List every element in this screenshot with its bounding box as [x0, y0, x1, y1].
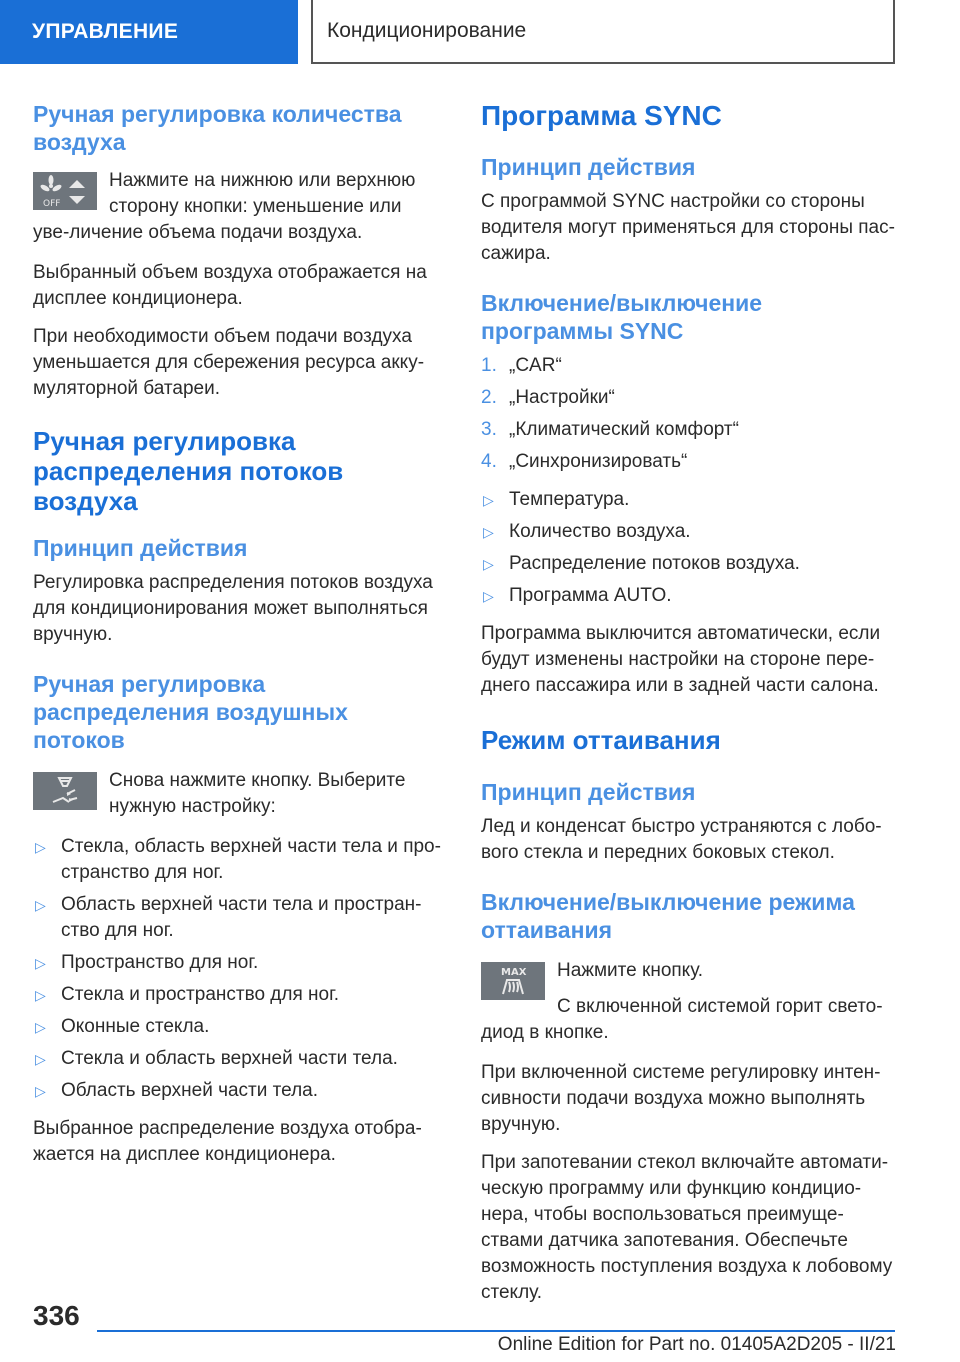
- heading-sync-onoff: Включение/выключение программы SYNC: [481, 290, 763, 344]
- list-item: ▷ Пространство для ног.: [33, 950, 441, 976]
- list-item: ▷ Стекла и пространство для ног.: [33, 982, 441, 1008]
- left-column: [33, 100, 441, 1180]
- list-item: ▷ Стекла и область верхней части тела.: [33, 1046, 441, 1072]
- heading-manual-flows: Ручная регулировка распределения воздушных потоков: [33, 671, 348, 753]
- list-item: ▷ Распределение потоков воздуха.: [481, 551, 897, 577]
- list-item: 4. „Синхронизировать“: [481, 451, 688, 472]
- triangle-bullet-icon: ▷: [483, 556, 494, 572]
- max-defrost-icon: [481, 962, 545, 1000]
- air-quantity-text: Нажмите на нижнюю или верхнюю сторону кнопки: уменьшение или уве-личение объема подачи воздуха.: [33, 170, 416, 243]
- chapter-title: Кондиционирование: [311, 0, 895, 64]
- list-item: ▷ Стекла, область верхней части тела и про-странство для ног.: [35, 836, 441, 883]
- heading-defrost-onoff: Включение/выключение режима оттаивания: [481, 889, 855, 943]
- list-item: ▷ Температура.: [481, 487, 897, 513]
- triangle-bullet-icon: ▷: [35, 987, 46, 1003]
- footer-edition: Online Edition for Part no. 01405A2D205 - II/21: [497, 1334, 896, 1355]
- heading-defrost: Режим оттаивания: [481, 725, 721, 755]
- heading-principle-sync: Принцип действия: [481, 154, 696, 180]
- defrost-led-text: С включенной системой горит свето-диод в кнопке.: [481, 996, 883, 1043]
- defrost-block: [481, 958, 897, 1046]
- list-item: ▷ Область верхней части тела и простран-ство для ног.: [35, 894, 422, 941]
- list-item: 1. „CAR“: [481, 355, 562, 376]
- list-item: ▷ Количество воздуха.: [481, 519, 897, 545]
- defrost-paragraph-2: При включенной системе регулировку интен-сивности подачи воздуха можно выполнять вручную.: [481, 1062, 881, 1135]
- heading-sync: Программа SYNC: [481, 100, 722, 131]
- heading-principle-defrost: Принцип действия: [481, 779, 696, 805]
- air-distribution-icon: [33, 772, 97, 810]
- defrost-press-text: Нажмите кнопку.: [557, 960, 704, 981]
- footer-divider: [97, 1330, 895, 1332]
- flows-list: [33, 834, 441, 1104]
- right-column: [481, 100, 897, 1318]
- triangle-bullet-icon: ▷: [483, 492, 494, 508]
- list-item: 3. „Климатический комфорт“: [481, 419, 739, 440]
- defrost-text: Лед и конденсат быстро устраняются с лобо-вого стекла и передних боковых стекол.: [481, 816, 882, 863]
- max-label: MAX: [501, 967, 527, 978]
- triangle-bullet-icon: ▷: [35, 1051, 46, 1067]
- air-quantity-paragraph-3: При необходимости объем подачи воздуха уменьшается для сбережения ресурса акку-муляторной батареи.: [33, 326, 425, 399]
- flows-block: [33, 768, 441, 820]
- heading-air-quantity: Ручная регулировка количества воздуха: [33, 101, 402, 155]
- flows-text: Снова нажмите кнопку. Выберите нужную настройку:: [109, 770, 406, 817]
- air-quantity-paragraph-2: Выбранный объем воздуха отображается на дисплее кондиционера.: [33, 262, 427, 309]
- sync-steps: [481, 353, 897, 475]
- triangle-bullet-icon: ▷: [35, 897, 46, 913]
- flows-after-text: Выбранное распределение воздуха отобра-жается на дисплее кондиционера.: [33, 1118, 422, 1165]
- heading-principle-left: Принцип действия: [33, 535, 248, 561]
- heading-distribution: Ручная регулировка распределения потоков воздуха: [33, 426, 344, 516]
- air-quantity-block: [33, 168, 441, 246]
- sync-after-text: Программа выключится автоматически, если будут изменены настройки на стороне пере-днего пассажира или в задней части салона.: [481, 623, 881, 696]
- list-item: ▷ Оконные стекла.: [33, 1014, 441, 1040]
- triangle-bullet-icon: ▷: [35, 955, 46, 971]
- page-number: 336: [33, 1300, 80, 1331]
- principle-text-left: Регулировка распределения потоков воздуха для кондиционирования может выполняться вручную.: [33, 572, 433, 645]
- triangle-bullet-icon: ▷: [35, 1083, 46, 1099]
- fan-off-icon: [33, 172, 97, 210]
- triangle-bullet-icon: ▷: [483, 524, 494, 540]
- triangle-bullet-icon: ▷: [35, 839, 46, 855]
- section-tab: УПРАВЛЕНИЕ: [0, 0, 298, 64]
- triangle-bullet-icon: ▷: [483, 588, 494, 604]
- sync-text: С программой SYNC настройки со стороны водителя могут применяться для стороны пас-сажира.: [481, 191, 895, 264]
- svg-text:OFF: OFF: [43, 199, 61, 209]
- list-item: ▷ Область верхней части тела.: [33, 1078, 441, 1104]
- sync-bullets: [481, 487, 897, 609]
- list-item: ▷ Программа AUTO.: [481, 583, 897, 609]
- triangle-bullet-icon: ▷: [35, 1019, 46, 1035]
- defrost-paragraph-3: При запотевании стекол включайте автомати-ческую программу или функцию кондицио-нера, чтобы воспользоваться преимуще-ствами датчика запотевания. Обеспечьте возможность поступления воздуха к лобовому стеклу.: [481, 1152, 893, 1303]
- list-item: 2. „Настройки“: [481, 387, 615, 408]
